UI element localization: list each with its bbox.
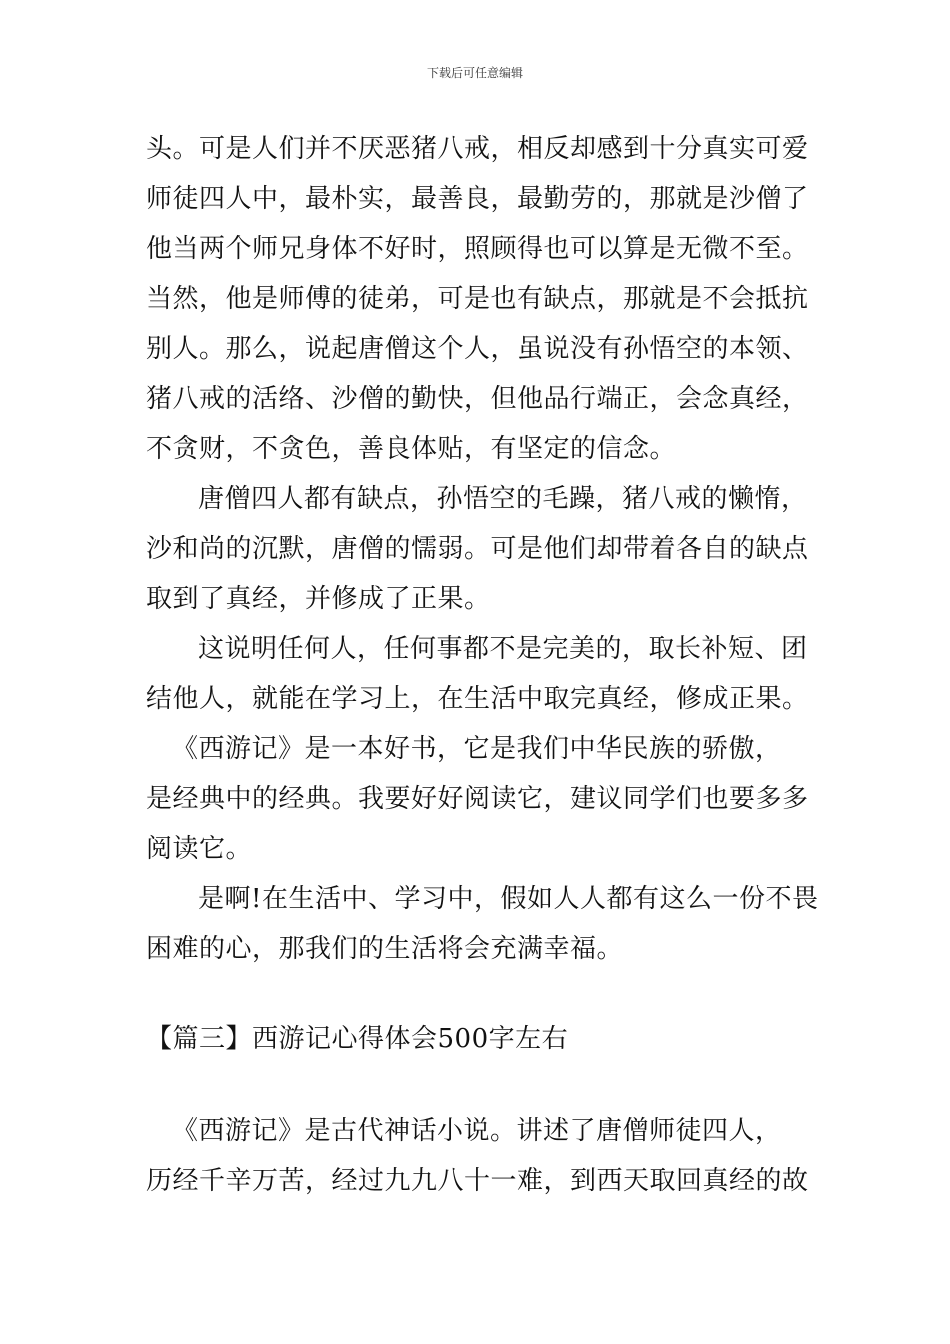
text-line: 别人。那么，说起唐僧这个人，虽说没有孙悟空的本领、 [146,334,809,364]
section-heading: 【篇三】西游记心得体会500字左右 [146,1024,569,1054]
paragraph [146,124,816,474]
paragraph [146,874,819,974]
text-line: 当然，他是师傅的徒弟，可是也有缺点，那就是不会抵抗 [146,284,809,314]
text-line: 师徒四人中，最朴实，最善良，最勤劳的，那就是沙僧了 [146,184,809,214]
text-line: 他当两个师兄身体不好时，照顾得也可以算是无微不至。 [146,234,809,264]
text-line: 困难的心，那我们的生活将会充满幸福。 [146,934,624,964]
spacer [146,1064,816,1106]
text-line: 不贪财，不贪色，善良体贴，有坚定的信念。 [146,434,677,464]
document-body [146,124,819,1206]
text-line: 唐僧四人都有缺点，孙悟空的毛躁，猪八戒的懒惰， [198,484,808,514]
text-line: 沙和尚的沉默，唐僧的懦弱。可是他们却带着各自的缺点 [146,534,809,564]
text-line: 取到了真经，并修成了正果。 [146,584,491,614]
paragraph [146,1106,816,1206]
text-line: 《西游记》是一本好书，它是我们中华民族的骄傲， [172,734,782,764]
text-line: 结他人，就能在学习上，在生活中取完真经，修成正果。 [146,684,809,714]
paragraph [146,624,816,724]
text-line: 历经千辛万苦，经过九九八十一难，到西天取回真经的故 [146,1166,809,1196]
text-line: 《西游记》是古代神话小说。讲述了唐僧师徒四人， [172,1116,782,1146]
text-line: 头。可是人们并不厌恶猪八戒，相反却感到十分真实可爱 [146,134,809,164]
spacer [146,974,816,1014]
page-header: 下载后可任意编辑 [426,66,523,80]
text-line: 阅读它。 [146,834,253,864]
text-line: 是啊!在生活中、学习中，假如人人都有这么一份不畏 [198,884,819,914]
text-line: 这说明任何人，任何事都不是完美的，取长补短、团 [198,634,808,664]
text-line: 猪八戒的活络、沙僧的勤快，但他品行端正，会念真经， [146,384,809,414]
paragraph [146,724,816,874]
paragraph [146,474,816,624]
text-line: 是经典中的经典。我要好好阅读它，建议同学们也要多多 [146,784,809,814]
